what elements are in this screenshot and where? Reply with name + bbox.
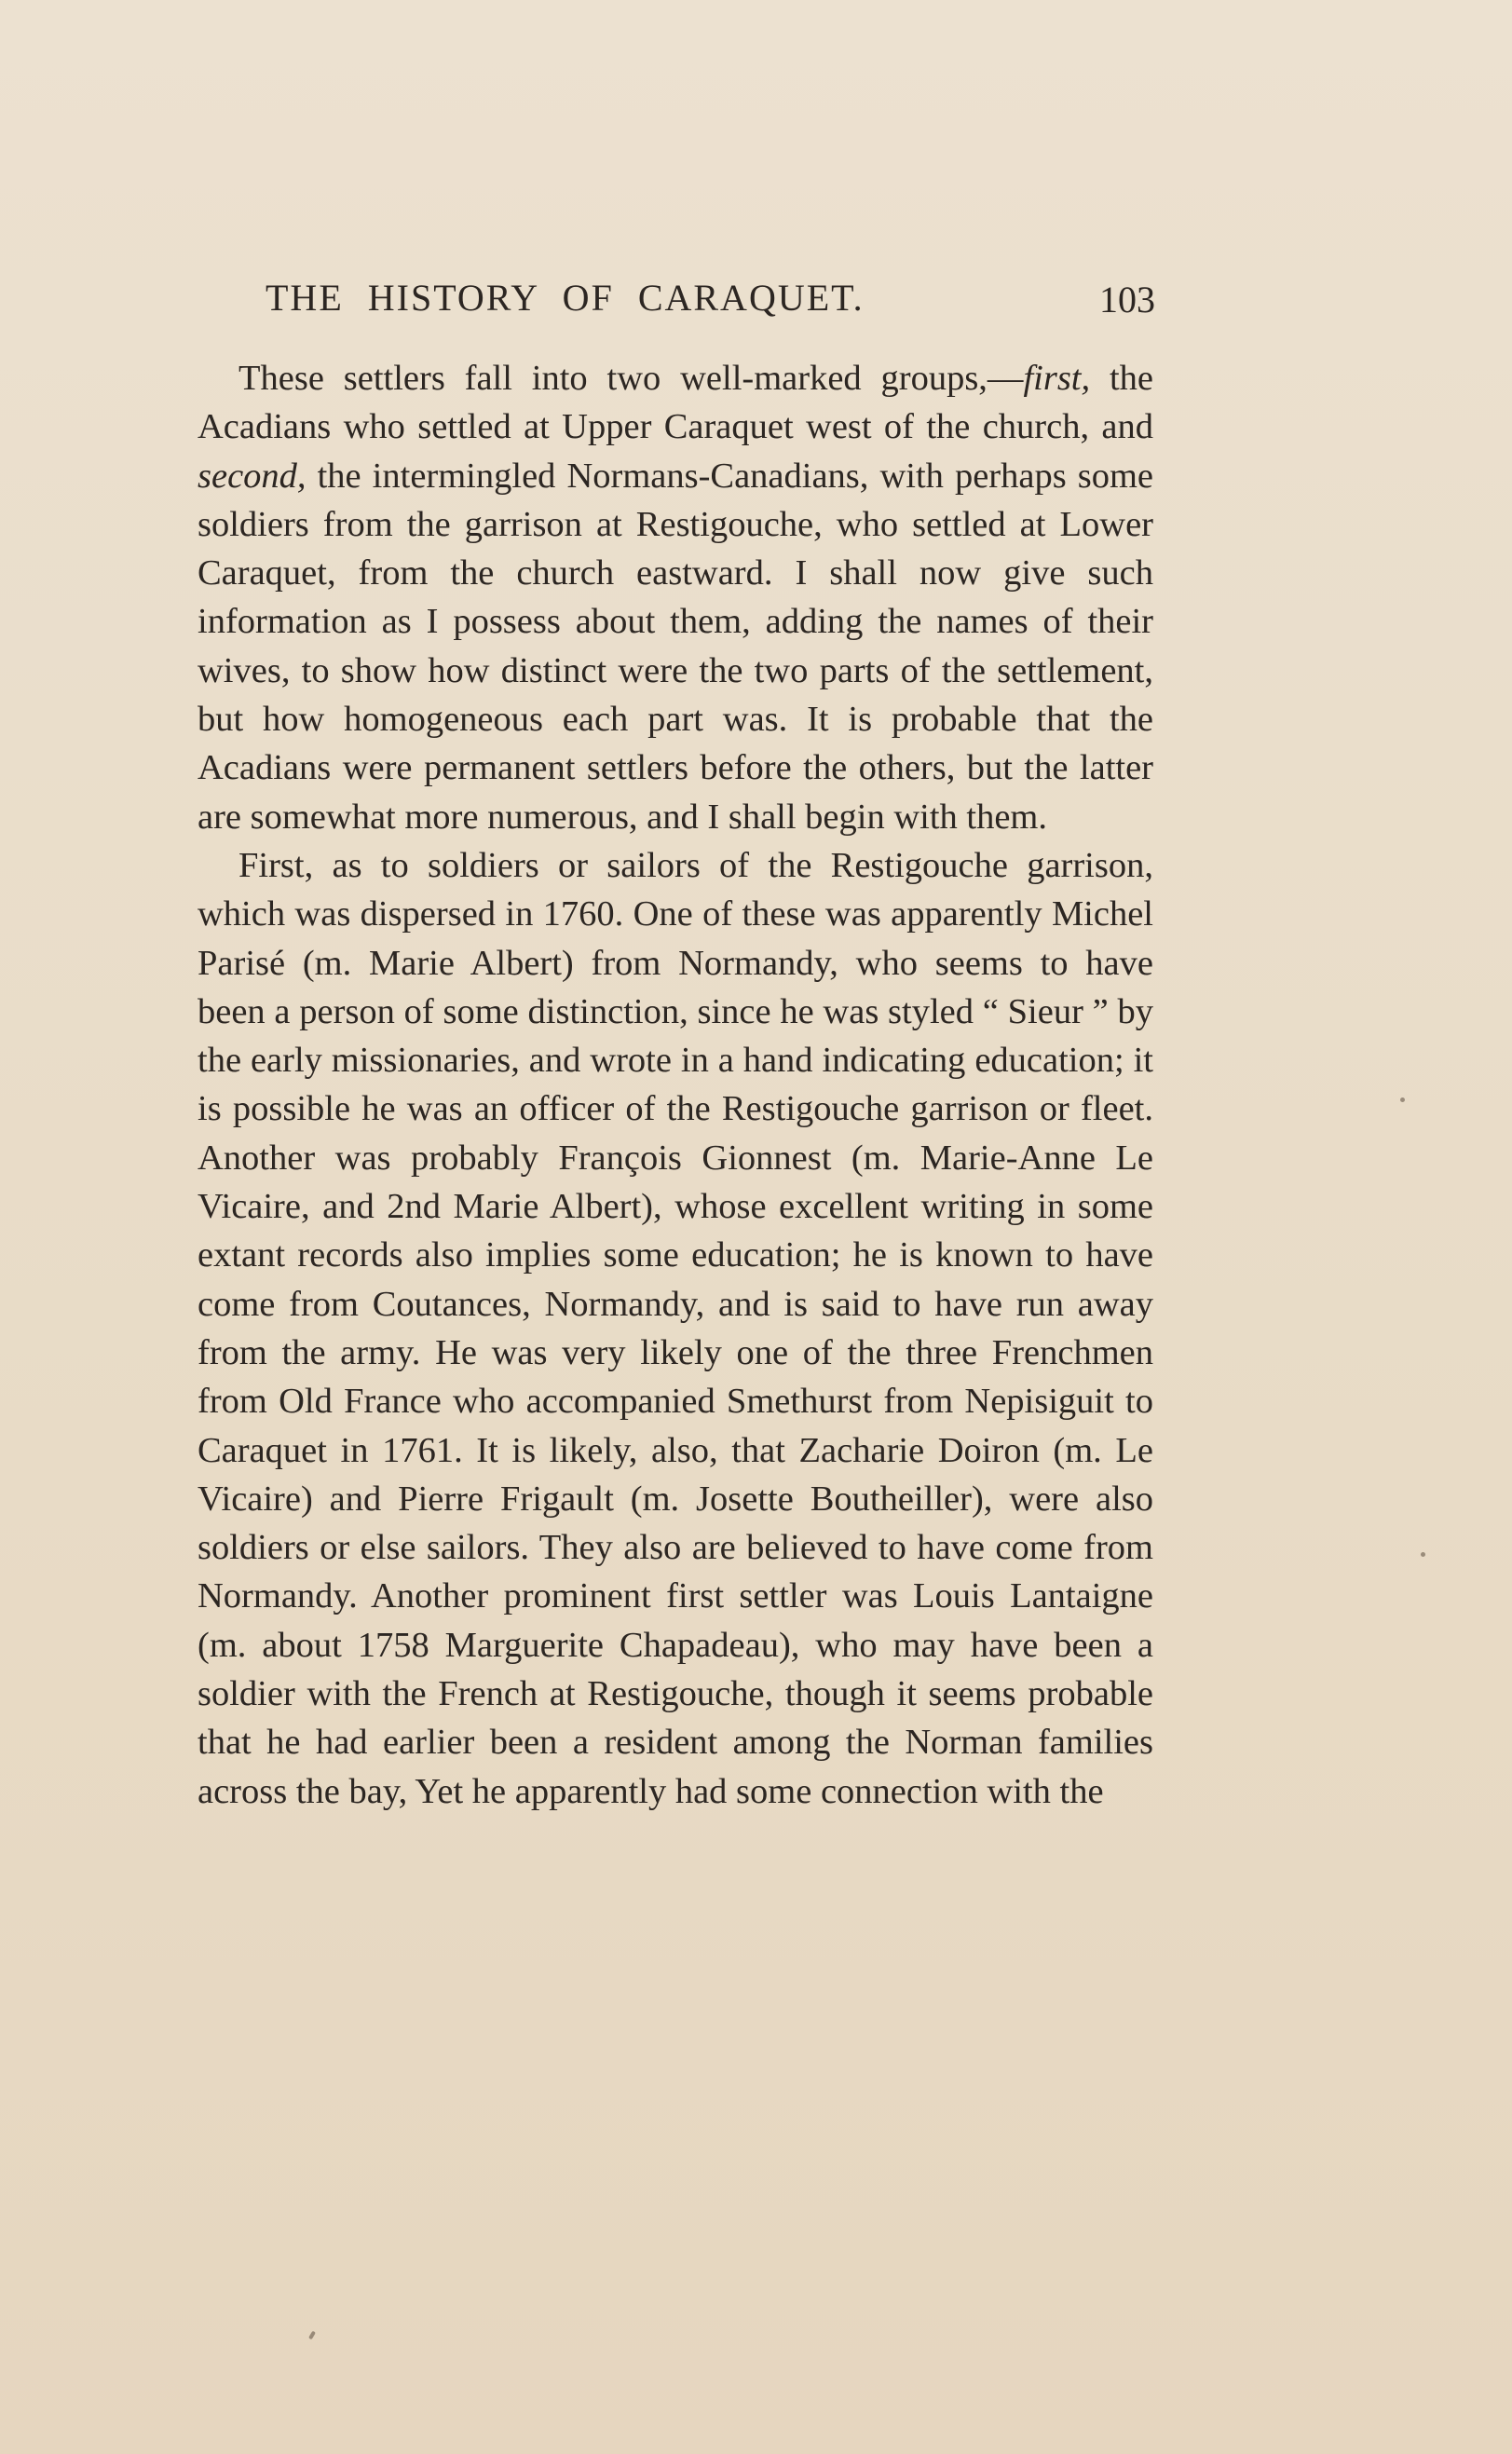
text-segment: First, as to soldiers or sailors of the Restigouche garrison, which was dispersed in 1760. One of these was apparently Michel Parisé (m. Marie Albert) from Normandy, who seems to have been a person of some distinction, since he was styled “ Sieur ” by the early missionaries, and wrote in a hand indicating education; it is possible he was an officer of the Restigouche garrison or fleet. Another was probably François Gionnest (m. Marie-Anne Le Vicaire, and 2nd Marie Albert), whose excellent writing in some extant records also implies some education; he is known to have come from Coutances, Normandy, and is said to have run away from the army. He was very likely one of the three Frenchmen from Old France who accompanied Smethurst from Nepisiguit to Caraquet in 1761. It is likely, also, that Zacharie Doiron (m. Le Vicaire) and Pierre Frigault (m. Josette Boutheiller), were also soldiers or else sailors. They also are believed to have come from Normandy. Another prominent first settler was Louis Lantaigne (m. about 1758 Marguerite Chapadeau), who may have been a soldier with the French at Restigouche, though it seems probable that he had earlier been a resident among the Norman families across the bay, Yet he apparently had some connection with the [198,845,1153,1811]
italic-word-second: second, [198,456,306,496]
running-head [266,270,1155,326]
paper-speck [1421,1552,1425,1557]
paragraph-1 [198,354,1153,841]
text-segment: the intermingled Normans-Canadians, with perhaps some soldiers from the garrison at Restigouche, who settled at Lower Caraquet, from the church eastward. I shall now give such information as I possess about them, adding the names of their wives, to show how distinct were the two parts of the settlement, but how homogeneous each part was. It is probable that the Acadians were permanent settlers before the others, but the latter are somewhat more numerous, and I shall begin with them. [198,456,1153,837]
running-title: THE HISTORY OF CARAQUET. [266,277,865,319]
paper-speck [308,2331,316,2340]
body-text [198,354,1153,1816]
text-segment: the Acadians who settled at Upper Caraquet west of the church, and [198,359,1153,447]
page-number: 103 [1099,279,1155,320]
paragraph-2 [198,841,1153,1816]
italic-word-first: first, [1023,359,1091,398]
paper-speck [1400,1097,1405,1102]
text-segment: These settlers fall into two well-marked groups,— [238,359,1024,398]
